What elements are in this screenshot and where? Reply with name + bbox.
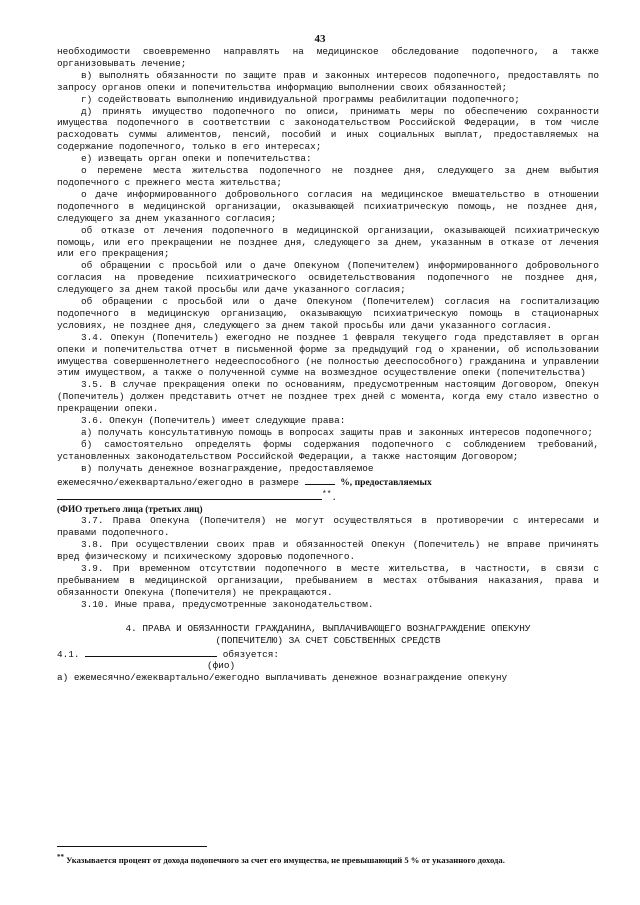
- payer-item-a: а) ежемесячно/ежеквартально/ежегодно выплачивать денежное вознаграждение опекуну: [57, 672, 508, 684]
- document-body: [57, 46, 599, 684]
- third-party-blank: [57, 490, 322, 500]
- clause-4-1-number: 4.1.: [57, 648, 80, 660]
- page-number: 43: [314, 33, 326, 45]
- clause-3-5: 3.5. В случае прекращения опеки по основаниям, предусмотренным настоящим Договором, Опекун (Попечитель) должен представить отчет не позднее трех дней с момента, когда ему стало известно о прекращении опеки.: [57, 379, 599, 415]
- right-a: а) получать консультативную помощь в вопросах защиты прав и законных интересов подопечного;: [81, 427, 593, 438]
- notify-consent: о даче информированного добровольного согласия на медицинское вмешательство в отношении подопечного в медицинской организации, оказывающей психиатрическую помощь, не позднее дня, следующего за днем указанного согласия;: [57, 188, 599, 224]
- notify-refusal: об отказе от лечения подопечного в медицинской организации, оказывающей психиатрическую помощь, или его прекращении не позднее дня, следующего за днем, указанным в отказе от лечения или его прекращения;: [57, 224, 599, 260]
- footnote-mark: **: [57, 853, 64, 861]
- percent-blank: [305, 475, 335, 485]
- right-b: б) самостоятельно определять формы содержания подопечного с соблюдением требований, установленных законодательством Российской Федерации, а также настоящим Договором;: [57, 438, 599, 462]
- third-party-line: [57, 489, 599, 504]
- right-v-line1: в) получать денежное вознаграждение, предоставляемое: [81, 462, 374, 474]
- clause-d: д) принять имущество подопечного по описи, принимать меры по обеспечению сохранности имущества подопечного в соответствии с законодательством Российской Федерации, в том числе расходовать суммы алиментов, пенсий, пособий и иных социальных выплат, предоставляемых на содержание подопечного, только в его интересах;: [57, 105, 599, 153]
- paragraph: необходимости своевременно направлять на медицинское обследование подопечного, а также организовывать лечение;: [57, 46, 599, 69]
- footnote: [57, 852, 602, 866]
- clause-4-1-text: обязуется:: [222, 648, 280, 660]
- clause-v-duties: в) выполнять обязанности по защите прав и законных интересов подопечного, предоставлять по запросу органов опеки и попечительства информацию выполнении своих обязанностей;: [57, 69, 599, 93]
- right-v-line2-text: ежемесячно/ежеквартально/ежегодно в размере: [57, 476, 299, 488]
- sentence-dot: .: [331, 491, 338, 503]
- section-4-title: [57, 623, 599, 647]
- fio-label: (фио): [207, 660, 236, 672]
- clause-3-6: 3.6. Опекун (Попечитель) имеет следующие права:: [81, 415, 346, 427]
- right-v-amount-line: [57, 475, 599, 489]
- clause-3-9: 3.9. При временном отсутствии подопечного в месте жительства, в частности, в связи с пребыванием в медицинской организации, пребыванием в местах отбывания наказания, права и обязанности Опекуна (Попечителя) не прекращаются.: [57, 563, 599, 598]
- clause-3-4: 3.4. Опекун (Попечитель) ежегодно не позднее 1 февраля текущего года представляет в орган опеки и попечительства отчет в письменной форме за предыдущий год о хранении, об использовании имущества совершеннолетнего недееспособного (не полностью дееспособного) гражданина и управлении этим имуществом, а также о полученной сумме на возмездное осуществление опеки (попечительства): [57, 331, 599, 379]
- clause-3-7: 3.7. Права Опекуна (Попечителя) не могут осуществляться в противоречии с интересами и правами подопечного.: [57, 515, 599, 539]
- notify-hospitalization: об обращении с просьбой или о даче Опекуном (Попечителем) согласия на госпитализацию подопечного в медицинскую организацию, оказывающую психиатрическую помощь в стационарных условиях, не позднее дня, следующего за днем такой просьбы или дачи указанного согласия.: [57, 296, 599, 331]
- payer-name-blank: [85, 647, 217, 657]
- clause-g: г) содействовать выполнению индивидуальной программы реабилитации подопечного;: [81, 93, 520, 105]
- clause-3-10: 3.10. Иные права, предусмотренные законодательством.: [81, 598, 374, 610]
- notify-examination: об обращении с просьбой или о даче Опекуном (Попечителем) информированного добровольного согласия на проведение психиатрического освидетельствования подопечного не позднее дня, следующего за днем такой просьбы или даче указанного согласия;: [57, 260, 599, 296]
- clause-3-8: 3.8. При осуществлении своих прав и обязанностей Опекун (Попечитель) не вправе причинять вред физическому и психическому здоровью подопечного.: [57, 539, 599, 563]
- right-v: [57, 463, 599, 475]
- right-v-line2-after: %, предоставляемых: [340, 476, 432, 488]
- footnote-text: Указывается процент от дохода подопечного за счет его имущества, не превышающий 5 % от указанного дохода.: [66, 854, 505, 865]
- clause-4-1: [57, 647, 599, 661]
- footnote-divider: [57, 846, 207, 847]
- clause-e: е) извещать орган опеки и попечительства:: [81, 153, 312, 165]
- section-4-title-line2: (ПОПЕЧИТЕЛЮ) ЗА СЧЕТ СОБСТВЕННЫХ СРЕДСТВ: [215, 634, 441, 646]
- footnote-ref: **: [322, 489, 332, 499]
- notify-residence: о перемене места жительства подопечного не позднее дня, следующего за днем выбытия подопечного с прежнего места жительства;: [57, 165, 599, 188]
- section-4-title-line1: 4. ПРАВА И ОБЯЗАННОСТИ ГРАЖДАНИНА, ВЫПЛАЧИВАЮЩЕГО ВОЗНАГРАЖДЕНИЕ ОПЕКУНУ: [125, 622, 531, 634]
- third-party-label: (ФИО третьего лица (третьих лиц): [57, 503, 203, 514]
